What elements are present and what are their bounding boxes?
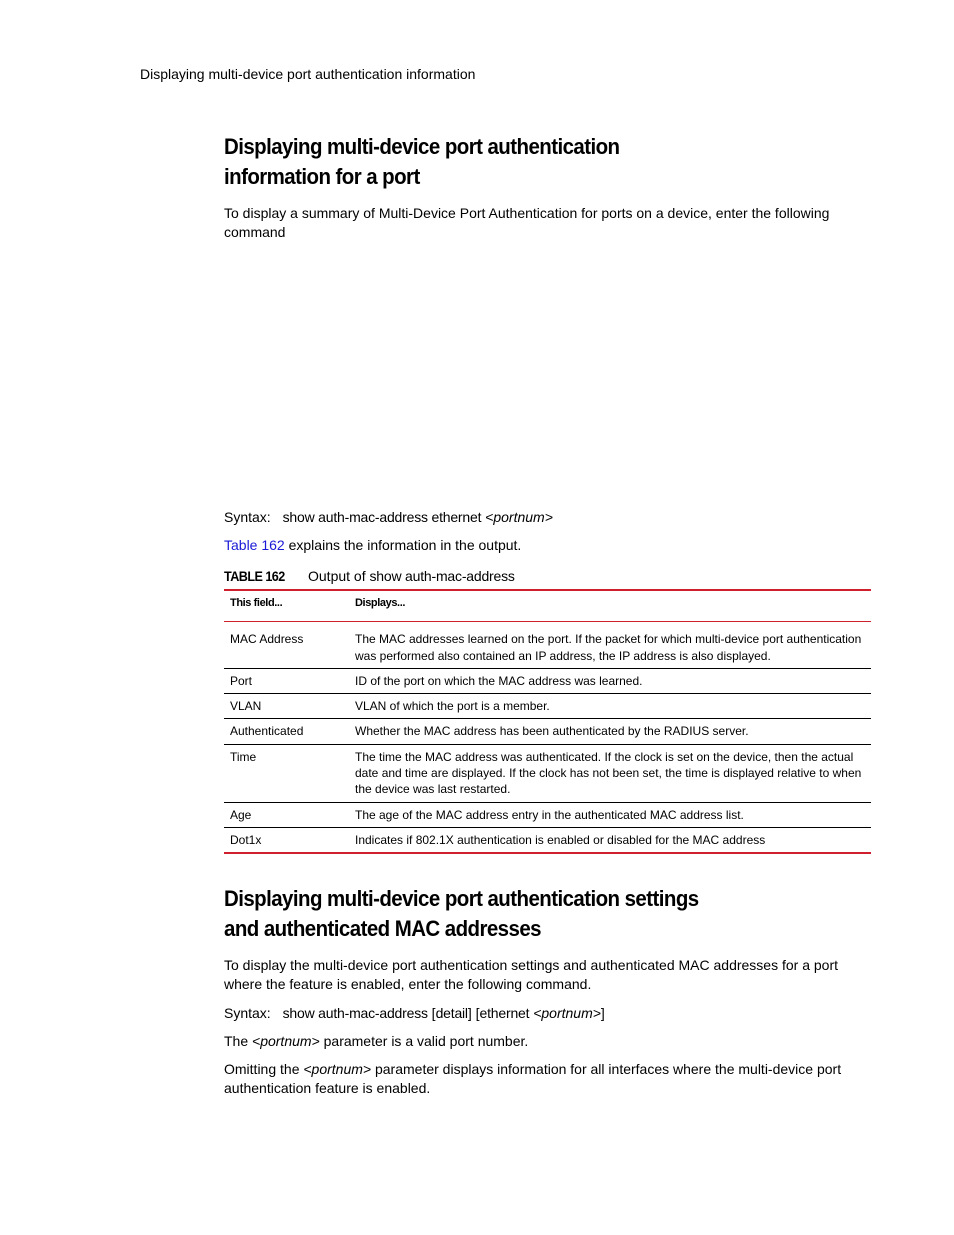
param-prefix: The bbox=[224, 1033, 253, 1049]
omit-paragraph bbox=[224, 1060, 872, 1097]
syntax-detail-keyword: detail bbox=[435, 1005, 468, 1021]
omit-prefix: Omitting the bbox=[224, 1061, 304, 1077]
table-row bbox=[224, 744, 871, 802]
running-header: Displaying multi-device port authentication information bbox=[140, 66, 476, 82]
syntax-label: Syntax: bbox=[224, 509, 271, 525]
syntax-bracket: ] [ bbox=[467, 1005, 480, 1021]
column-header-field: This field... bbox=[224, 590, 349, 622]
description-cell: VLAN of which the port is a member. bbox=[349, 694, 871, 719]
syntax-param: <portnum> bbox=[533, 1005, 601, 1021]
portnum-paragraph bbox=[224, 1032, 872, 1051]
description-cell: ID of the port on which the MAC address was learned. bbox=[349, 668, 871, 693]
field-cell: Age bbox=[224, 802, 349, 827]
description-cell: The age of the MAC address entry in the authenticated MAC address list. bbox=[349, 802, 871, 827]
table-number: TABLE 162 bbox=[224, 568, 285, 584]
syntax-line bbox=[224, 508, 553, 526]
settings-intro-paragraph: To display the multi-device port authentication settings and authenticated MAC addresses for a port where the feature is enabled, enter the following command. bbox=[224, 957, 839, 992]
field-cell: MAC Address bbox=[230, 632, 304, 647]
heading-line-2: information for a port bbox=[224, 164, 420, 189]
table-row bbox=[224, 802, 871, 827]
syntax-bracket: [ bbox=[427, 1005, 436, 1021]
field-cell: Time bbox=[224, 744, 349, 802]
syntax-param: <portnum> bbox=[485, 509, 553, 525]
table-row bbox=[224, 622, 871, 669]
param-suffix: parameter is a valid port number. bbox=[319, 1033, 529, 1049]
table-reference-text: explains the information in the output. bbox=[284, 537, 522, 553]
field-cell: Authenticated bbox=[224, 719, 349, 744]
output-table bbox=[224, 589, 871, 854]
intro-paragraph: To display a summary of Multi-Device Port Authentication for ports on a device, enter the following command bbox=[224, 205, 830, 240]
syntax-command: show auth-mac-address ethernet bbox=[282, 509, 482, 525]
description-cell: Indicates if 802.1X authentication is enabled or disabled for the MAC address bbox=[349, 827, 871, 853]
syntax-command: show auth-mac-address bbox=[282, 1005, 428, 1021]
heading-line-2: and authenticated MAC addresses bbox=[224, 916, 541, 941]
syntax-bracket: ] bbox=[600, 1005, 605, 1021]
table-row bbox=[224, 719, 871, 744]
description-cell: The MAC addresses learned on the port. If the packet for which multi-device port authentication was performed also contained an IP address, the IP address is also displayed. bbox=[355, 632, 862, 663]
description-cell: The time the MAC address was authenticated. If the clock is set on the device, then the actual date and time are displayed. If the clock has not been set, the time is displayed relative to when the device was last restarted. bbox=[349, 744, 871, 802]
table-row bbox=[224, 694, 871, 719]
settings-syntax-line bbox=[224, 1004, 605, 1022]
heading-line-1: Displaying multi-device port authentication settings bbox=[224, 886, 699, 911]
description-cell: Whether the MAC address has been authenticated by the RADIUS server. bbox=[349, 719, 871, 744]
caption-command: show auth-mac-address bbox=[369, 568, 515, 584]
section-heading-settings bbox=[224, 884, 699, 944]
column-header-displays: Displays... bbox=[349, 590, 871, 622]
table-reference-paragraph bbox=[224, 536, 872, 555]
table-162-link[interactable]: Table 162 bbox=[224, 537, 285, 553]
field-cell: VLAN bbox=[224, 694, 349, 719]
section-heading-port-info bbox=[224, 132, 619, 192]
field-cell: Port bbox=[224, 668, 349, 693]
table-header-row bbox=[224, 590, 871, 622]
field-cell: Dot1x bbox=[224, 827, 349, 853]
table-row bbox=[224, 668, 871, 693]
table-caption bbox=[224, 568, 515, 584]
param-name: <portnum> bbox=[252, 1033, 320, 1049]
caption-prefix: Output of bbox=[308, 568, 370, 584]
omit-param: <portnum> bbox=[303, 1061, 372, 1077]
heading-line-1: Displaying multi-device port authentication bbox=[224, 134, 620, 159]
table-row bbox=[224, 827, 871, 853]
syntax-ethernet-keyword: ethernet bbox=[479, 1005, 530, 1021]
omit-suffix: parameter displays information for all interfaces where the multi-device port authentication feature is enabled. bbox=[224, 1061, 842, 1096]
syntax-label: Syntax: bbox=[224, 1005, 271, 1021]
